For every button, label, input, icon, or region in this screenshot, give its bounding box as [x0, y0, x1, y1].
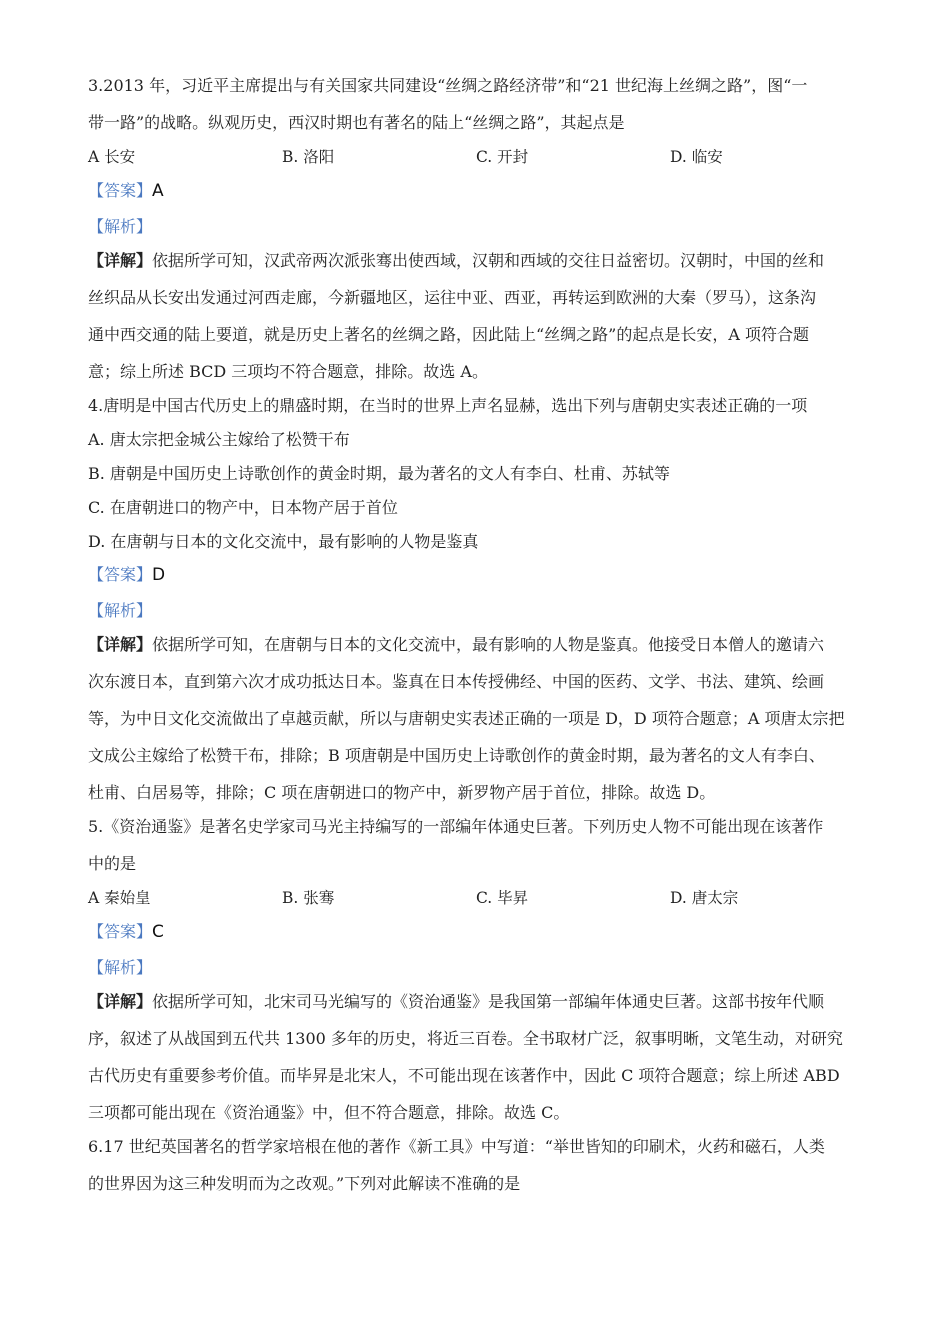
- answer-tag: 【答案】: [88, 181, 153, 200]
- q3-answer: [88, 181, 866, 201]
- q6-stem-line-1: 6.17 世纪英国著名的哲学家培根在他的著作《新工具》中写道：“举世皆知的印刷术，火药和磁石，人类: [88, 1137, 825, 1156]
- answer-letter: D: [152, 565, 166, 585]
- q4-detail-line-4: 文成公主嫁给了松赞干布，排除；B 项唐朝是中国历史上诗歌创作的黄金时期，最为著名的文人有李白、: [88, 746, 825, 765]
- detail-text: 依据所学可知，汉武帝两次派张骞出使西域，汉朝和西域的交往日益密切。汉朝时，中国的丝和: [152, 251, 825, 270]
- q3-option-b: B. 洛阳: [282, 148, 335, 166]
- q4-option-a: A. 唐太宗把金城公主嫁给了松赞干布: [88, 430, 350, 449]
- q5-option-b: B. 张骞: [282, 889, 335, 907]
- q5-option-a: A 秦始皇: [88, 889, 151, 907]
- detail-tag: 【详解】: [88, 635, 153, 654]
- q4-stem-line-1: 4.唐明是中国古代历史上的鼎盛时期，在当时的世界上声名显赫，选出下列与唐朝史实表述正确的一项: [88, 396, 808, 415]
- q4-detail-line-3: 等，为中日文化交流做出了卓越贡献，所以与唐朝史实表述正确的一项是 D，D 项符合题意；A 项唐太宗把: [88, 709, 845, 728]
- q4-option-c: C. 在唐朝进口的物产中，日本物产居于首位: [88, 498, 398, 517]
- q3-detail-line-4: 意；综上所述 BCD 三项均不符合题意，排除。故选 A。: [88, 362, 488, 381]
- q3-detail-line-1: [88, 251, 866, 271]
- answer-letter: C: [152, 922, 164, 942]
- q5-stem-line-1: 5.《资治通鉴》是著名史学家司马光主持编写的一部编年体通史巨著。下列历史人物不可能出现在该著作: [88, 817, 824, 836]
- q6-stem-line-2: 的世界因为这三种发明而为之改观。”下列对此解读不准确的是: [88, 1174, 521, 1193]
- q4-analysis-tag: 【解析】: [88, 601, 153, 620]
- q4-detail-line-1: [88, 635, 866, 655]
- q3-options: [88, 147, 866, 167]
- q5-detail-line-4: 三项都可能出现在《资治通鉴》中，但不符合题意，排除。故选 C。: [88, 1103, 570, 1122]
- answer-tag: 【答案】: [88, 565, 153, 584]
- q5-detail-line-3: 古代历史有重要参考价值。而毕昇是北宋人，不可能出现在该著作中，因此 C 项符合题意；综上所述 ABD: [88, 1066, 840, 1085]
- q3-stem-line-2: 带一路”的战略。纵观历史，西汉时期也有著名的陆上“丝绸之路”，其起点是: [88, 113, 625, 132]
- q3-option-a: A 长安: [88, 148, 136, 166]
- q3-analysis-tag: 【解析】: [88, 217, 153, 236]
- detail-tag: 【详解】: [88, 992, 153, 1011]
- q5-analysis-tag: 【解析】: [88, 958, 153, 977]
- answer-letter: A: [152, 181, 164, 201]
- q4-option-d: D. 在唐朝与日本的文化交流中，最有影响的人物是鉴真: [88, 532, 479, 551]
- q5-option-c: C. 毕昇: [476, 889, 529, 907]
- detail-text: 依据所学可知，北宋司马光编写的《资治通鉴》是我国第一部编年体通史巨著。这部书按年代顺: [152, 992, 825, 1011]
- q5-detail-line-1: [88, 992, 866, 1012]
- q4-detail-line-5: 杜甫、白居易等，排除；C 项在唐朝进口的物产中，新罗物产居于首位，排除。故选 D。: [88, 783, 716, 802]
- q4-detail-line-2: 次东渡日本，直到第六次才成功抵达日本。鉴真在日本传授佛经、中国的医药、文学、书法、建筑、绘画: [88, 672, 825, 691]
- detail-text: 依据所学可知，在唐朝与日本的文化交流中，最有影响的人物是鉴真。他接受日本僧人的邀请六: [152, 635, 825, 654]
- answer-tag: 【答案】: [88, 922, 153, 941]
- q3-detail-line-3: 通中西交通的陆上要道，就是历史上著名的丝绸之路，因此陆上“丝绸之路”的起点是长安，A 项符合题: [88, 325, 810, 344]
- q3-detail-line-2: 丝织品从长安出发通过河西走廊，今新疆地区，运往中亚、西亚，再转运到欧洲的大秦（罗马），这条沟: [88, 288, 817, 307]
- q5-option-d: D. 唐太宗: [670, 889, 739, 907]
- q5-answer: [88, 922, 866, 942]
- q4-option-b: B. 唐朝是中国历史上诗歌创作的黄金时期，最为著名的文人有李白、杜甫、苏轼等: [88, 464, 670, 483]
- q3-option-c: C. 开封: [476, 148, 529, 166]
- exam-page: [88, 76, 866, 1194]
- q3-option-d: D. 临安: [670, 148, 723, 166]
- q5-stem-line-2: 中的是: [88, 854, 137, 873]
- q4-answer: [88, 565, 866, 585]
- q3-stem-line-1: 3.2013 年，习近平主席提出与有关国家共同建设“丝绸之路经济带”和“21 世纪海上丝绸之路”，图“一: [88, 76, 808, 95]
- q5-options: [88, 888, 866, 908]
- detail-tag: 【详解】: [88, 251, 153, 270]
- q5-detail-line-2: 序，叙述了从战国到五代共 1300 多年的历史，将近三百卷。全书取材广泛，叙事明晰，文笔生动，对研究: [88, 1029, 843, 1048]
